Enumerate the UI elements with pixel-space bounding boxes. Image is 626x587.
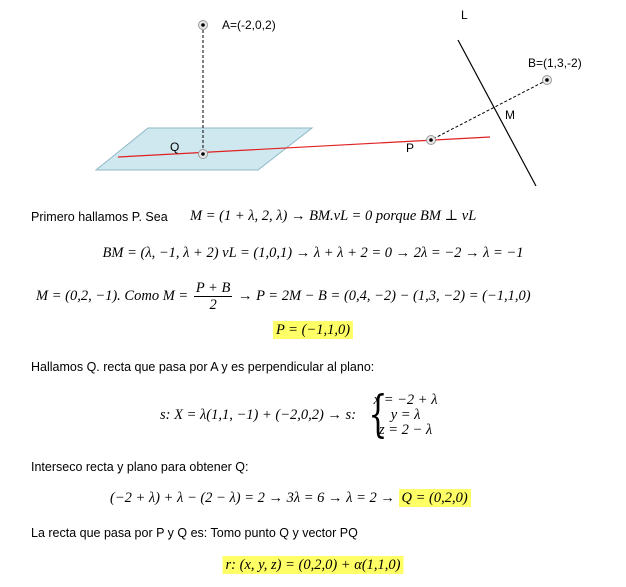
equation-3-right: → P = 2M − B = (0,4, −2) − (1,3, −2) = (−1,1,0): [237, 288, 531, 304]
geometry-diagram: [0, 0, 626, 200]
point-p-label: P: [406, 141, 415, 155]
intro-text: Primero hallamos P. Sea: [31, 210, 168, 224]
plane: [96, 128, 312, 170]
equation-6-left: (−2 + λ) + λ − (2 − λ) = 2 → 3λ = 6 → λ = 2 →: [110, 490, 395, 506]
equation-5-system: { x = −2 + λ y = λ z = 2 − λ: [368, 385, 438, 444]
equation-7: [223, 557, 404, 574]
result-q: Q = (0,2,0): [399, 489, 471, 507]
equation-3-left: M = (0,2, −1). Como M =: [36, 288, 189, 304]
point-m-label: M: [505, 108, 515, 122]
q-intro-text: Hallamos Q. recta que pasa por A y es perpendicular al plano:: [31, 360, 375, 374]
equation-5: [160, 385, 438, 444]
point-a-label: A=(-2,0,2): [222, 18, 276, 32]
point-b-label: B=(1,3,-2): [528, 56, 582, 70]
equation-3-numerator: P + B: [195, 280, 231, 297]
intersect-intro-text: Interseco recta y plano para obtener Q:: [31, 460, 249, 474]
line-l-label: L: [461, 8, 468, 22]
line-l: [458, 40, 536, 186]
equation-4: [273, 322, 353, 339]
segment-bp: [431, 80, 547, 140]
system-row-z: z = 2 − λ: [378, 422, 433, 439]
result-p: P = (−1,1,0): [273, 321, 353, 339]
equation-6: [110, 490, 471, 507]
equation-3-fraction: [194, 280, 233, 313]
line-intro-text: La recta que pasa por P y Q es: Tomo punto Q y vector PQ: [31, 526, 358, 540]
equation-1: M = (1 + λ, 2, λ) → BM.vL = 0 porque BM ⊥ vL: [190, 208, 477, 224]
system-row-x: x = −2 + λ: [373, 392, 438, 409]
result-line-r: r: (x, y, z) = (0,2,0) + α(1,1,0): [223, 556, 404, 574]
equation-3-denominator: 2: [209, 297, 217, 314]
equation-5-left: s: X = λ(1,1, −1) + (−2,0,2) → s:: [160, 407, 357, 423]
equation-2: BM = (λ, −1, λ + 2) vL = (1,0,1) → λ + λ + 2 = 0 → 2λ = −2 → λ = −1: [102, 245, 524, 261]
equation-3: [36, 276, 531, 316]
system-row-y: y = λ: [390, 407, 421, 424]
point-q-label: Q: [170, 140, 180, 154]
